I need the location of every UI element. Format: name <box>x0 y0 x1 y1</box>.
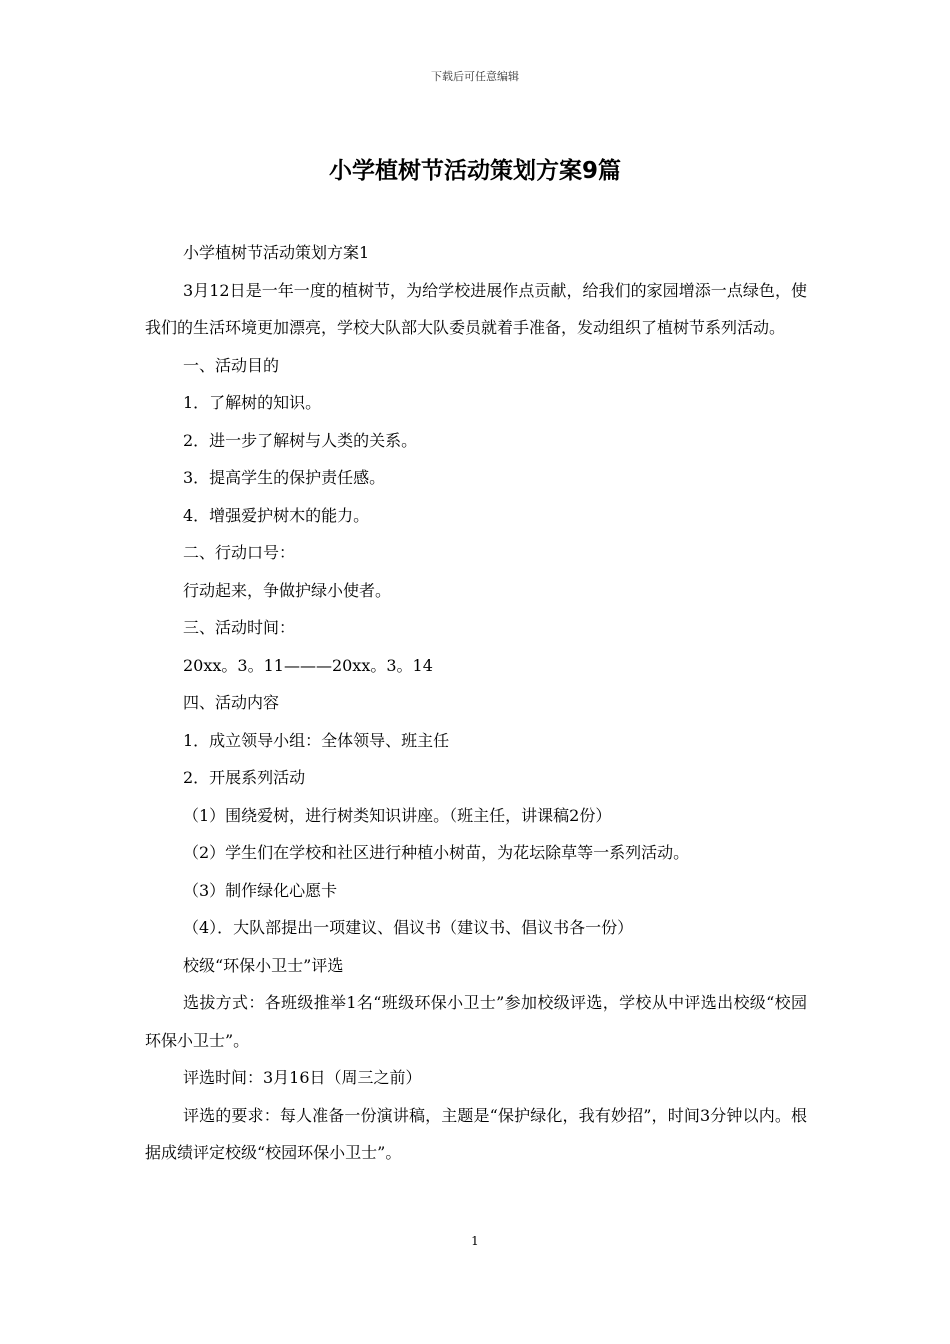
section-heading: 一、活动目的 <box>183 355 280 375</box>
paragraph: 评选时间：3月16日（周三之前） <box>183 1068 422 1087</box>
section-heading: 二、行动口号： <box>183 543 296 562</box>
document-title: 小学植树节活动策划方案9篇 <box>328 158 621 184</box>
list-item: （3）制作绿化心愿卡 <box>183 880 338 900</box>
paragraph: 校级“环保小卫士”评选 <box>183 955 344 975</box>
paragraph: 行动起来，争做护绿小使者。 <box>183 580 392 600</box>
list-item: （4）．大队部提出一项建议、倡议书（建议书、倡议书各一份） <box>183 918 634 937</box>
paragraph: 20xx。3。11———20xx。3。14 <box>183 655 433 675</box>
header-note: 下载后可任意编辑 <box>431 70 519 83</box>
section-heading: 小学植树节活动策划方案1 <box>183 243 370 262</box>
section-heading: 四、活动内容 <box>183 693 280 712</box>
list-item: 1．了解树的知识。 <box>183 393 322 412</box>
paragraph: 3月12日是一年一度的植树节，为给学校进展作点贡献，给我们的家园增添一点绿色，使我们的生活环境更加漂亮，学校大队部大队委员就着手准备，发动组织了植树节系列活动。 <box>145 280 807 337</box>
list-item: （2）学生们在学校和社区进行种植小树苗，为花坛除草等一系列活动。 <box>183 843 690 862</box>
page-number: 1 <box>471 1234 479 1248</box>
list-item: 3．提高学生的保护责任感。 <box>183 468 386 487</box>
section-heading: 三、活动时间： <box>183 618 296 637</box>
list-item: （1）围绕爱树，进行树类知识讲座。（班主任，讲课稿2份） <box>183 805 612 825</box>
list-item: 1．成立领导小组：全体领导、班主任 <box>183 730 450 750</box>
list-item: 2．进一步了解树与人类的关系。 <box>183 430 418 450</box>
paragraph: 选拔方式：各班级推举1名“班级环保小卫士”参加校级评选，学校从中评选出校级“校园环保小卫士”。 <box>145 993 807 1050</box>
list-item: 4．增强爱护树木的能力。 <box>183 505 370 525</box>
list-item: 2．开展系列活动 <box>183 768 306 787</box>
document-body <box>145 234 807 1172</box>
paragraph: 评选的要求：每人准备一份演讲稿，主题是“保护绿化，我有妙招”，时间3分钟以内。根据成绩评定校级“校园环保小卫士”。 <box>145 1105 807 1162</box>
